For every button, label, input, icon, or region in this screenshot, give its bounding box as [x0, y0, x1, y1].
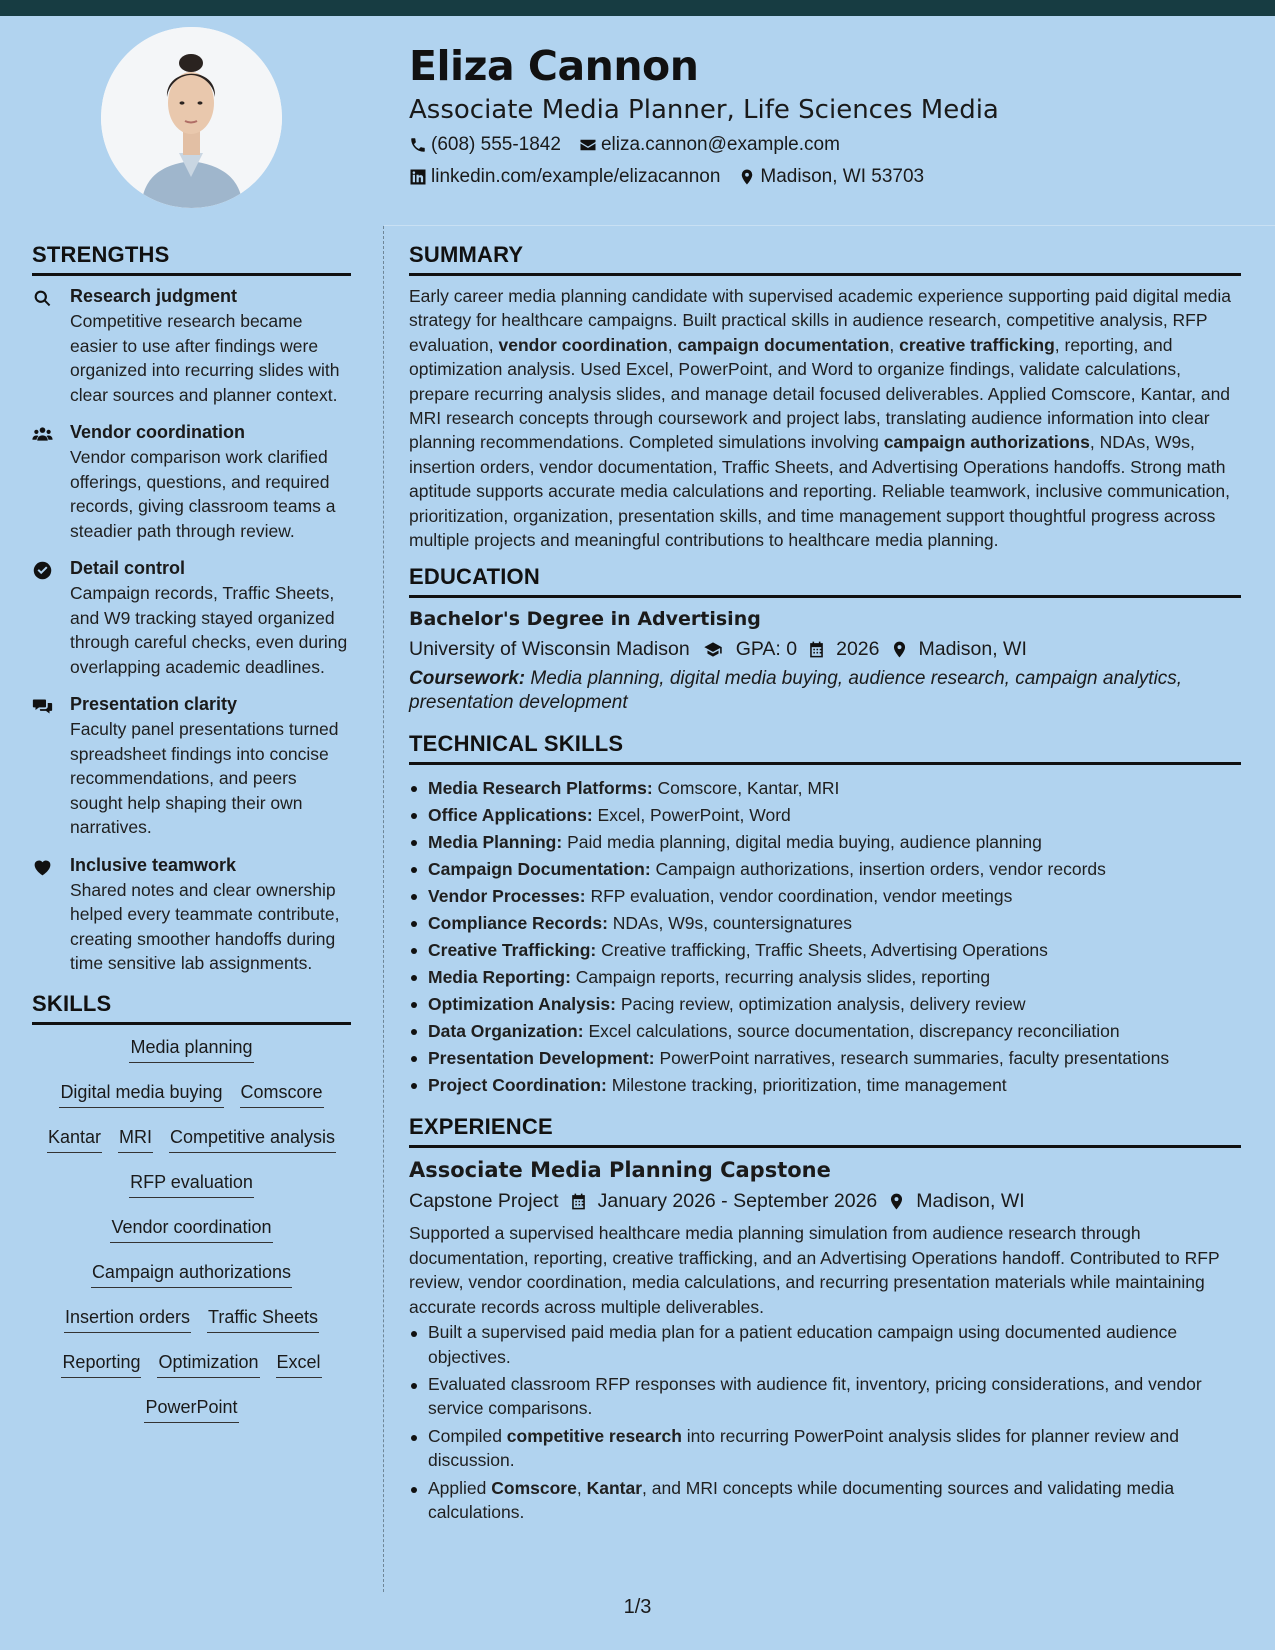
experience-meta	[409, 1190, 1241, 1213]
experience-dates	[569, 1190, 878, 1213]
gpa-text: GPA: 0	[735, 638, 798, 661]
summary-fragment: , reporting, and optimization analysis. Used Excel, PowerPoint, and Word to organize findings, validate calculations, prepare recurring analysis slides, and manage detail focused deliverables. Applied Comscore, Kantar, and MRI research concepts through coursework and project labs, translating audience information into clear planning recommendations. Completed simulations involving	[409, 334, 1231, 453]
coursework-label: Coursework:	[409, 668, 526, 690]
skill-chip-row	[32, 1350, 351, 1395]
experience-bullet	[409, 1424, 1241, 1473]
summary-bold: campaign documentation	[677, 334, 890, 355]
education-heading: EDUCATION	[409, 564, 1241, 598]
page-number: 1/3	[623, 1596, 652, 1618]
strength-title: Presentation clarity	[70, 694, 238, 714]
skill-value: Excel, PowerPoint, Word	[597, 805, 791, 826]
degree-title: Bachelor's Degree in Advertising	[409, 608, 761, 631]
graduation-cap-icon	[700, 640, 726, 659]
strength-item	[32, 422, 351, 543]
map-pin-icon	[890, 640, 909, 659]
phone-icon	[409, 136, 427, 154]
skill-value: Creative trafficking, Traffic Sheets, Advertising Operations	[601, 940, 1048, 961]
technical-skill-item	[409, 775, 1241, 802]
strength-item	[32, 855, 351, 976]
technical-skill-item	[409, 964, 1241, 991]
technical-skill-item	[409, 1018, 1241, 1045]
strength-item	[32, 286, 351, 407]
bullet-fragment: into recurring PowerPoint analysis slides for planner review and discussion.	[428, 1425, 1179, 1471]
coursework-text: Media planning, digital media buying, audience research, campaign analytics, presentation development	[409, 668, 1183, 714]
bullet-fragment: ,	[576, 1477, 587, 1498]
envelope-icon	[579, 136, 597, 154]
experience-location	[887, 1190, 1024, 1213]
candidate-title: Associate Media Planner, Life Sciences Media	[409, 95, 999, 125]
technical-skills-list	[409, 775, 1241, 1099]
skills-chip-list	[32, 1035, 351, 1440]
experience-heading: EXPERIENCE	[409, 1114, 1241, 1148]
skill-chip-row	[32, 1260, 351, 1305]
skill-chip-row	[32, 1215, 351, 1260]
linkedin-text: linkedin.com/example/elizacannon	[431, 166, 721, 187]
skill-label: Creative Trafficking:	[428, 940, 597, 961]
skill-chip-row	[32, 1080, 351, 1125]
skill-value: PowerPoint narratives, research summaries, faculty presentations	[659, 1048, 1170, 1069]
bullet-fragment: Applied	[428, 1477, 492, 1498]
bullet-bold: Comscore	[491, 1477, 577, 1498]
technical-skill-item	[409, 1072, 1241, 1099]
skill-label: Vendor Processes:	[428, 886, 586, 907]
experience-title: Associate Media Planning Capstone	[409, 1158, 831, 1183]
bullet-fragment: Evaluated classroom RFP responses with audience fit, inventory, pricing considerations, and vendor service comparisons.	[428, 1373, 1202, 1419]
candidate-name: Eliza Cannon	[409, 42, 699, 90]
technical-skill-item	[409, 802, 1241, 829]
experience-section	[409, 1114, 1241, 1524]
strength-title: Vendor coordination	[70, 422, 246, 442]
skill-chip: Traffic Sheets	[207, 1305, 319, 1333]
technical-skills-heading: TECHNICAL SKILLS	[409, 731, 1241, 765]
comments-icon	[32, 696, 53, 717]
coursework	[409, 667, 1241, 715]
heart-icon	[32, 857, 53, 878]
technical-skill-item	[409, 991, 1241, 1018]
gpa-item	[700, 638, 797, 661]
skill-chip: MRI	[118, 1125, 153, 1153]
bullet-fragment: Compiled	[428, 1425, 507, 1446]
technical-skill-item	[409, 937, 1241, 964]
contact-location	[738, 166, 924, 188]
summary-bold: vendor coordination	[498, 334, 668, 355]
skill-value: Campaign reports, recurring analysis slides, reporting	[575, 967, 991, 988]
calendar-icon	[807, 640, 826, 659]
bullet-fragment: Built a supervised paid media plan for a patient education campaign using documented audience objectives.	[428, 1322, 1178, 1367]
skill-label: Compliance Records:	[428, 913, 608, 934]
skill-chip: Media planning	[129, 1035, 253, 1063]
summary-text	[409, 284, 1241, 552]
skill-label: Project Coordination:	[428, 1075, 607, 1096]
skill-chip-row	[32, 1170, 351, 1215]
linkedin-icon	[409, 168, 427, 186]
contact-linkedin[interactable]	[409, 166, 720, 188]
technical-skill-item	[409, 883, 1241, 910]
experience-bullet	[409, 1320, 1241, 1369]
school-name	[409, 638, 690, 661]
skill-value: NDAs, W9s, countersignatures	[612, 913, 853, 934]
skill-chip: Campaign authorizations	[91, 1260, 292, 1288]
location-text: Madison, WI 53703	[760, 166, 925, 187]
skill-chip: Insertion orders	[64, 1305, 191, 1333]
contact-phone[interactable]	[409, 134, 561, 156]
skill-label: Media Research Platforms:	[428, 778, 653, 799]
strength-item	[32, 694, 351, 840]
profile-photo-image	[101, 27, 282, 208]
strength-item	[32, 558, 351, 679]
edu-location-item	[890, 638, 1027, 661]
skill-chip: RFP evaluation	[129, 1170, 254, 1198]
skill-chip: Reporting	[61, 1350, 141, 1378]
strength-text: Campaign records, Traffic Sheets, and W9 tracking stayed organized through careful checks, even during overlapping academic deadlines.	[70, 583, 348, 677]
strength-text: Vendor comparison work clarified offerings, questions, and required records, giving classroom teams a steadier path through review.	[70, 447, 336, 541]
technical-skill-item	[409, 910, 1241, 937]
calendar-icon	[569, 1192, 588, 1211]
skill-chip: Optimization	[157, 1350, 259, 1378]
skill-value: Comscore, Kantar, MRI	[657, 778, 840, 799]
exp-location-text: Madison, WI	[916, 1190, 1025, 1213]
check-circle-icon	[32, 560, 53, 581]
skill-chip-row	[32, 1305, 351, 1350]
skill-chip: Kantar	[47, 1125, 102, 1153]
skill-chip-row	[32, 1125, 351, 1170]
experience-org	[409, 1190, 559, 1213]
bullet-bold: competitive research	[506, 1425, 682, 1446]
header-rule	[384, 225, 1275, 226]
skill-value: RFP evaluation, vendor coordination, vendor meetings	[590, 886, 1013, 907]
skill-chip: PowerPoint	[144, 1395, 238, 1423]
technical-skill-item	[409, 1045, 1241, 1072]
skill-chip-row	[32, 1035, 351, 1080]
email-text: eliza.cannon@example.com	[600, 134, 840, 155]
technical-skill-item	[409, 856, 1241, 883]
skill-chip: Digital media buying	[59, 1080, 223, 1108]
education-section	[409, 564, 1241, 715]
right-column	[409, 242, 1241, 1527]
strength-text: Competitive research became easier to use after findings were organized into recurring slides with clear sources and planner context.	[70, 311, 340, 405]
summary-fragment: ,	[889, 334, 900, 355]
skill-label: Campaign Documentation:	[428, 859, 651, 880]
strength-title: Research judgment	[70, 286, 238, 306]
skill-label: Media Planning:	[428, 832, 563, 853]
left-column	[32, 242, 351, 1440]
skill-chip: Excel	[276, 1350, 322, 1378]
profile-photo	[101, 27, 282, 208]
experience-bullet	[409, 1372, 1241, 1421]
contact-email[interactable]	[579, 134, 840, 156]
bullet-fragment: , and MRI concepts while documenting sources and validating media calculations.	[428, 1477, 1175, 1522]
summary-fragment: , NDAs, W9s, insertion orders, vendor documentation, Traffic Sheets, and Advertising Operations handoffs. Strong math aptitude supports accurate media calculations and reporting. Reliable teamwork, inclusive communication, prioritization, organization, presentation skills, and time management support thoughtful progress across multiple projects and meaningful contributions to healthcare media planning.	[409, 432, 1230, 551]
skill-chip: Competitive analysis	[169, 1125, 336, 1153]
skill-label: Data Organization:	[428, 1021, 584, 1042]
dates-text: January 2026 - September 2026	[597, 1190, 878, 1213]
top-accent-bar	[0, 0, 1275, 16]
skill-value: Pacing review, optimization analysis, delivery review	[620, 994, 1026, 1015]
skill-chip-row	[32, 1395, 351, 1440]
summary-bold: creative trafficking	[899, 334, 1055, 355]
technical-skills-section	[409, 731, 1241, 1099]
summary-fragment: Early career media planning candidate with supervised academic experience supporting paid digital media strategy for healthcare campaigns. Built practical skills in audience research, competitive analysis, RFP evaluation,	[409, 286, 1232, 355]
skill-label: Presentation Development:	[428, 1048, 655, 1069]
strengths-heading: STRENGTHS	[32, 242, 351, 276]
technical-skill-item	[409, 829, 1241, 856]
map-pin-icon	[887, 1192, 906, 1211]
summary-bold: campaign authorizations	[883, 432, 1090, 453]
bullet-bold: Kantar	[586, 1477, 643, 1498]
contact-row-2	[409, 166, 942, 188]
skill-label: Optimization Analysis:	[428, 994, 616, 1015]
phone-text: (608) 555-1842	[431, 134, 561, 155]
strength-text: Faculty panel presentations turned spreadsheet findings into concise recommendations, and peers sought help shaping their own narratives.	[70, 719, 339, 837]
summary-fragment: ,	[667, 334, 678, 355]
skills-heading: SKILLS	[32, 991, 351, 1025]
map-pin-icon	[738, 168, 756, 186]
users-icon	[32, 424, 53, 445]
skill-value: Campaign authorizations, insertion orders, vendor records	[655, 859, 1106, 880]
skill-chip: Vendor coordination	[110, 1215, 272, 1243]
experience-description: Supported a supervised healthcare media planning simulation from audience research through documentation, reporting, creative trafficking, and an Advertising Operations handoff. Contributed to RFP review, vendor coordination, media calculations, and recurring presentation materials while maintaining accurate records across multiple deliverables.	[409, 1223, 1220, 1317]
experience-bullets	[409, 1320, 1241, 1524]
summary-heading: SUMMARY	[409, 242, 1241, 276]
skill-label: Media Reporting:	[428, 967, 571, 988]
edu-location-text: Madison, WI	[918, 638, 1027, 661]
school-text: University of Wisconsin Madison	[409, 638, 690, 661]
skill-value: Milestone tracking, prioritization, time management	[611, 1075, 1007, 1096]
strength-text: Shared notes and clear ownership helped every teammate contribute, creating smoother handoffs during time sensitive lab assignments.	[70, 879, 340, 973]
experience-bullet	[409, 1476, 1241, 1525]
education-meta	[409, 638, 1241, 661]
year-item	[807, 638, 879, 661]
skill-value: Paid media planning, digital media buying, audience planning	[567, 832, 1042, 853]
search-icon	[32, 288, 53, 309]
org-text: Capstone Project	[409, 1190, 559, 1213]
column-divider	[383, 226, 384, 1592]
contact-row-1	[409, 134, 858, 156]
year-text: 2026	[836, 638, 880, 661]
strength-title: Detail control	[70, 558, 186, 578]
strength-title: Inclusive teamwork	[70, 854, 237, 875]
skill-chip: Comscore	[240, 1080, 324, 1108]
skill-value: Excel calculations, source documentation, discrepancy reconciliation	[588, 1021, 1120, 1042]
strengths-list	[32, 286, 351, 976]
skill-label: Office Applications:	[428, 805, 593, 826]
